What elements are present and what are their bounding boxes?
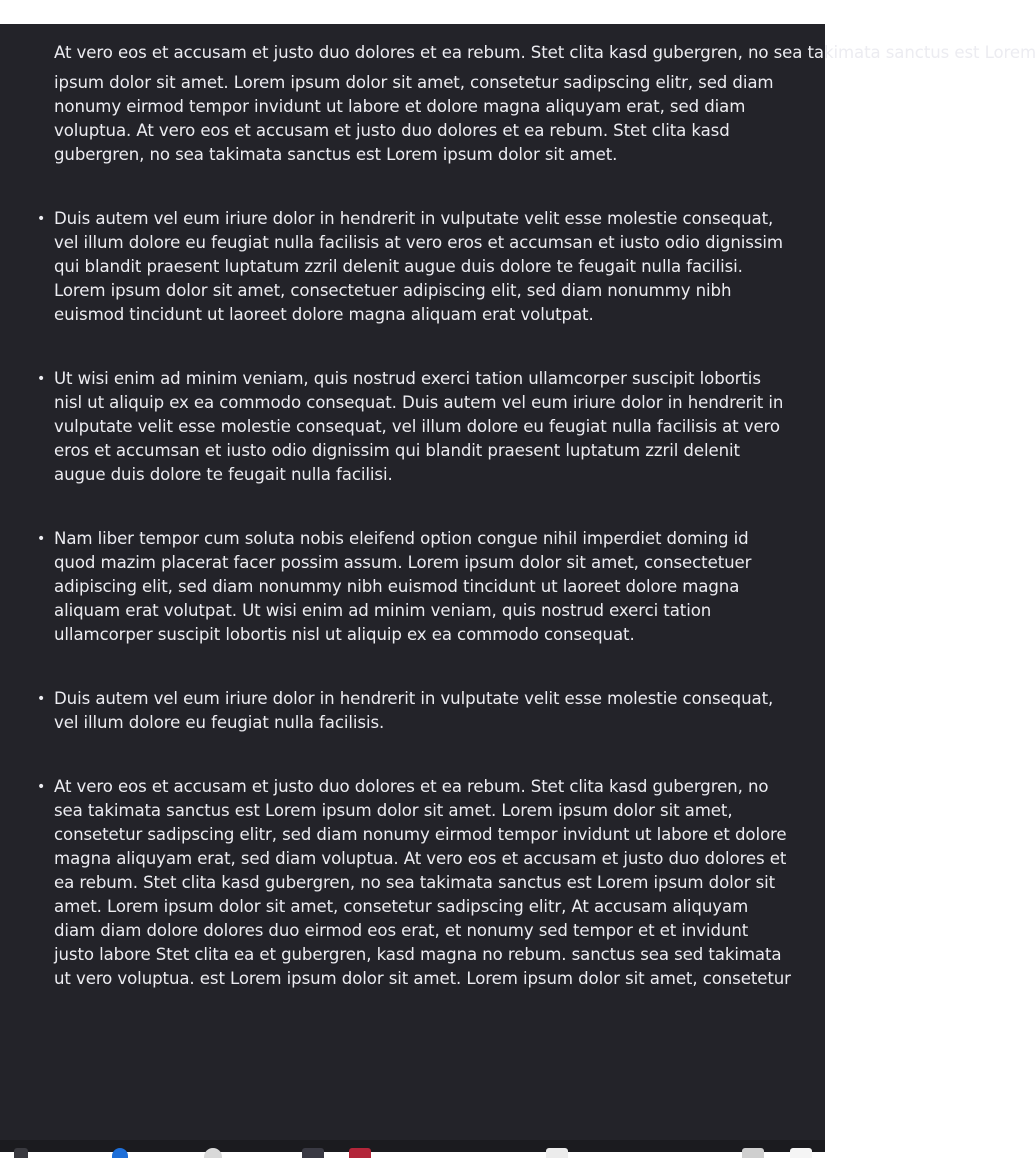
bullet-icon: • [37,211,46,227]
browser-icon[interactable] [112,1148,128,1158]
list-item-text: Duis autem vel eum iriure dolor in hendrerit in vulputate velit esse molestie consequat, vel illum dolore eu feugiat nulla facilisis at vero eros et accumsan et iusto odio dignissim qui blandit praesent luptatum zzril delenit augue duis dolore te feugait nulla facilisi. Lorem ipsum dolor sit amet, consectetuer adipiscing elit, sed diam nonummy nibh euismod tincidunt ut laoreet dolore magna aliquam erat volutpat. [54,209,783,324]
cut-off-line [54,43,1036,66]
list-item [37,775,792,991]
window-icon[interactable] [742,1148,764,1158]
app-red-icon[interactable] [349,1148,371,1158]
window-top-strip [0,0,825,24]
bullet-icon: • [37,691,46,707]
start-icon[interactable] [14,1148,28,1158]
bullet-icon: • [37,531,46,547]
list-item-text: Nam liber tempor cum soluta nobis eleifend option congue nihil imperdiet doming id quod mazim placerat facer possim assum. Lorem ipsum dolor sit amet, consectetuer adipiscing elit, sed diam nonummy nibh euismod tincidunt ut laoreet dolore magna aliquam erat volutpat. Ut wisi enim ad minim veniam, quis nostrud exerci tation ullamcorper suscipit lobortis nisl ut aliquip ex ea commodo consequat. [54,529,752,644]
list-item-text: Duis autem vel eum iriure dolor in hendrerit in vulputate velit esse molestie consequat, vel illum dolore eu feugiat nulla facilisis. [54,689,774,732]
window-active-icon[interactable] [790,1148,812,1158]
list-item [37,527,792,647]
bullet-icon: • [37,779,46,795]
list-item [37,687,792,735]
cut-off-line-text: At vero eos et accusam et justo duo dolores et ea rebum. Stet clita kasd gubergren, no sea takimata sanctus est Lorem [54,43,1036,62]
list-item-text: Ut wisi enim ad minim veniam, quis nostrud exerci tation ullamcorper suscipit lobortis nisl ut aliquip ex ea commodo consequat. Duis autem vel eum iriure dolor in hendrerit in vulputate velit esse molestie consequat, vel illum dolore eu feugiat nulla facilisis at vero eros et accumsan et iusto odio dignissim qui blandit praesent luptatum zzril delenit augue duis dolore te feugait nulla facilisi. [54,369,784,484]
paragraph-fragment [54,71,792,167]
bullet-icon: • [37,371,46,387]
app-icon[interactable] [302,1148,324,1158]
taskbar [0,1140,825,1152]
document-viewer[interactable] [0,24,1036,1140]
file-icon[interactable] [546,1148,568,1158]
list-item-text: At vero eos et accusam et justo duo dolores et ea rebum. Stet clita kasd gubergren, no sea takimata sanctus est Lorem ipsum dolor sit amet. Lorem ipsum dolor sit amet, consetetur sadipscing elitr, sed diam nonumy eirmod tempor invidunt ut labore et dolore magna aliquyam erat, sed diam voluptua. At vero eos et accusam et justo duo dolores et ea rebum. Stet clita kasd gubergren, no sea takimata sanctus est Lorem ipsum dolor sit amet. Lorem ipsum dolor sit amet, consetetur sadipscing elitr, At accusam aliquyam diam diam dolore dolores duo eirmod eos erat, et nonumy sed tempor et et invidunt justo labore Stet clita ea et gubergren, kasd magna no rebum. sanctus sea sed takimata ut vero voluptua. est Lorem ipsum dolor sit amet. Lorem ipsum dolor sit amet, consetetur [54,777,791,988]
search-icon[interactable] [204,1148,222,1158]
list-item [37,367,792,487]
paragraph-fragment-text: ipsum dolor sit amet. Lorem ipsum dolor sit amet, consetetur sadipscing elitr, sed diam nonumy eirmod tempor invidunt ut labore et dolore magna aliquyam erat, sed diam voluptua. At vero eos et accusam et justo duo dolores et ea rebum. Stet clita kasd gubergren, no sea takimata sanctus est Lorem ipsum dolor sit amet. [54,73,774,164]
list-item [37,207,792,327]
